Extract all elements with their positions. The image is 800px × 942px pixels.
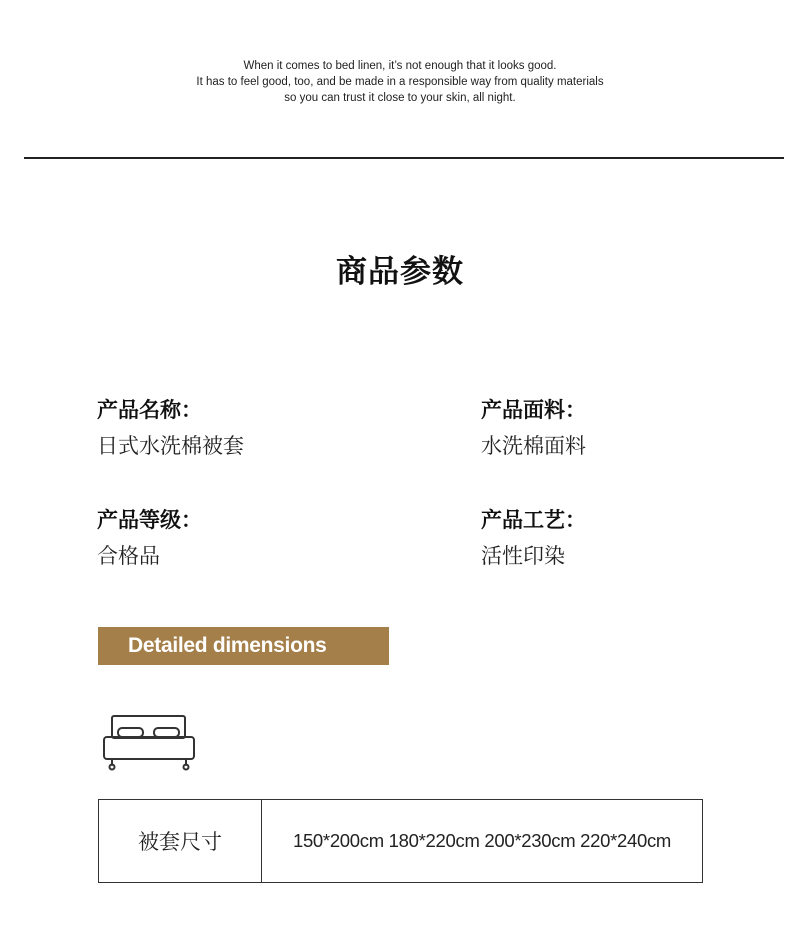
intro-line: It has to feel good, too, and be made in a responsible way from quality materials bbox=[196, 76, 604, 88]
param-product-name bbox=[97, 394, 244, 460]
param-value: 活性印染 bbox=[481, 544, 565, 568]
size-table-label: 被套尺寸 bbox=[99, 800, 262, 882]
param-value: 合格品 bbox=[97, 544, 160, 568]
param-process bbox=[481, 504, 586, 570]
bed-icon bbox=[100, 712, 198, 772]
dimensions-banner: Detailed dimensions bbox=[98, 627, 389, 665]
size-table-values: 150*200cm 180*220cm 200*230cm 220*240cm bbox=[292, 830, 672, 851]
intro-line: When it comes to bed linen, it’s not enough that it looks good. bbox=[243, 60, 557, 72]
param-label: 产品面料： bbox=[481, 398, 586, 422]
param-label: 产品工艺： bbox=[481, 508, 586, 532]
intro-text bbox=[0, 58, 800, 106]
intro-line: so you can trust it close to your skin, all night. bbox=[284, 92, 516, 104]
section-title: 商品参数 bbox=[336, 254, 464, 290]
param-label: 产品等级： bbox=[97, 508, 202, 532]
param-fabric bbox=[481, 394, 586, 460]
size-table bbox=[98, 799, 703, 883]
param-value: 日式水洗棉被套 bbox=[97, 434, 244, 458]
param-value: 水洗棉面料 bbox=[481, 434, 586, 458]
divider bbox=[24, 157, 784, 159]
param-grade bbox=[97, 504, 202, 570]
param-label: 产品名称： bbox=[97, 398, 202, 422]
